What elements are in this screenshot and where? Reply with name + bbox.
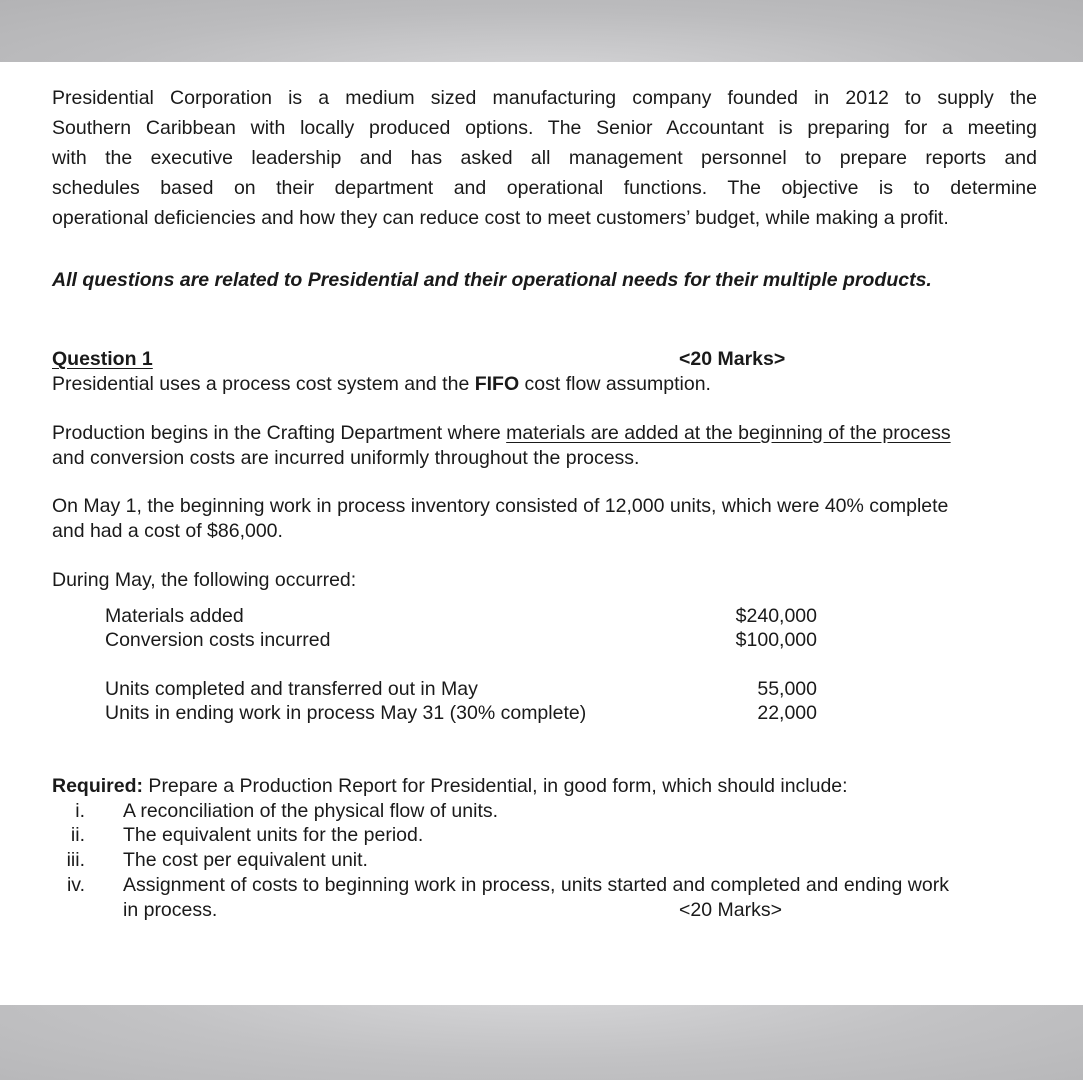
intro-line: with the executive leadership and has asked all management personnel to prepare reports and	[52, 147, 1037, 169]
production-line: Production begins in the Crafting Department where materials are added at the beginning of the process	[52, 422, 951, 444]
question-marks: <20 Marks>	[679, 348, 786, 370]
fifo-term: FIFO	[474, 373, 520, 395]
production-line: and conversion costs are incurred uniformly throughout the process.	[52, 447, 640, 469]
required-label: Required:	[52, 775, 144, 797]
item-text: A reconciliation of the physical flow of units.	[123, 800, 499, 822]
background-top	[0, 0, 1083, 62]
item-text: The equivalent units for the period.	[123, 824, 424, 846]
intro-line: schedules based on their department and operational functions. The objective is to determine	[52, 177, 1037, 199]
item-text: Assignment of costs to beginning work in process, units started and completed and ending work	[123, 874, 949, 896]
cost-label: Materials added	[105, 605, 244, 627]
cost-label: Conversion costs incurred	[105, 629, 331, 651]
item-number: iii.	[66, 849, 85, 871]
item-number: iv.	[66, 874, 85, 896]
end-marks: <20 Marks>	[679, 899, 782, 921]
intro-line: Presidential Corporation is a medium sized manufacturing company founded in 2012 to supply the	[52, 87, 1037, 109]
materials-note: materials are added at the beginning of the process	[506, 422, 951, 444]
item-text-continued: in process.	[123, 899, 218, 921]
cost-value: $100,000	[735, 629, 817, 651]
intro-line: Southern Caribbean with locally produced options. The Senior Accountant is preparing for a meeting	[52, 117, 1037, 139]
question-intro: Presidential uses a process cost system and the FIFO cost flow assumption.	[52, 373, 711, 395]
bwip-line: On May 1, the beginning work in process inventory consisted of 12,000 units, which were 40% complete	[52, 495, 949, 517]
question-title: Question 1	[52, 348, 153, 370]
background-bottom	[0, 1005, 1083, 1080]
bwip-line: and had a cost of $86,000.	[52, 520, 283, 542]
item-number: ii.	[70, 824, 85, 846]
units-label: Units in ending work in process May 31 (30% complete)	[105, 702, 587, 724]
units-label: Units completed and transferred out in May	[105, 678, 478, 700]
emphasis-statement: All questions are related to Presidential and their operational needs for their multiple products.	[52, 269, 932, 291]
units-value: 22,000	[757, 702, 817, 724]
item-number: i.	[75, 800, 85, 822]
intro-line: operational deficiencies and how they can reduce cost to meet customers’ budget, while making a profit.	[52, 207, 949, 229]
cost-value: $240,000	[735, 605, 817, 627]
item-text: The cost per equivalent unit.	[123, 849, 368, 871]
during-heading: During May, the following occurred:	[52, 569, 357, 591]
required-statement: Required: Prepare a Production Report for Presidential, in good form, which should include:	[52, 775, 848, 797]
units-value: 55,000	[757, 678, 817, 700]
